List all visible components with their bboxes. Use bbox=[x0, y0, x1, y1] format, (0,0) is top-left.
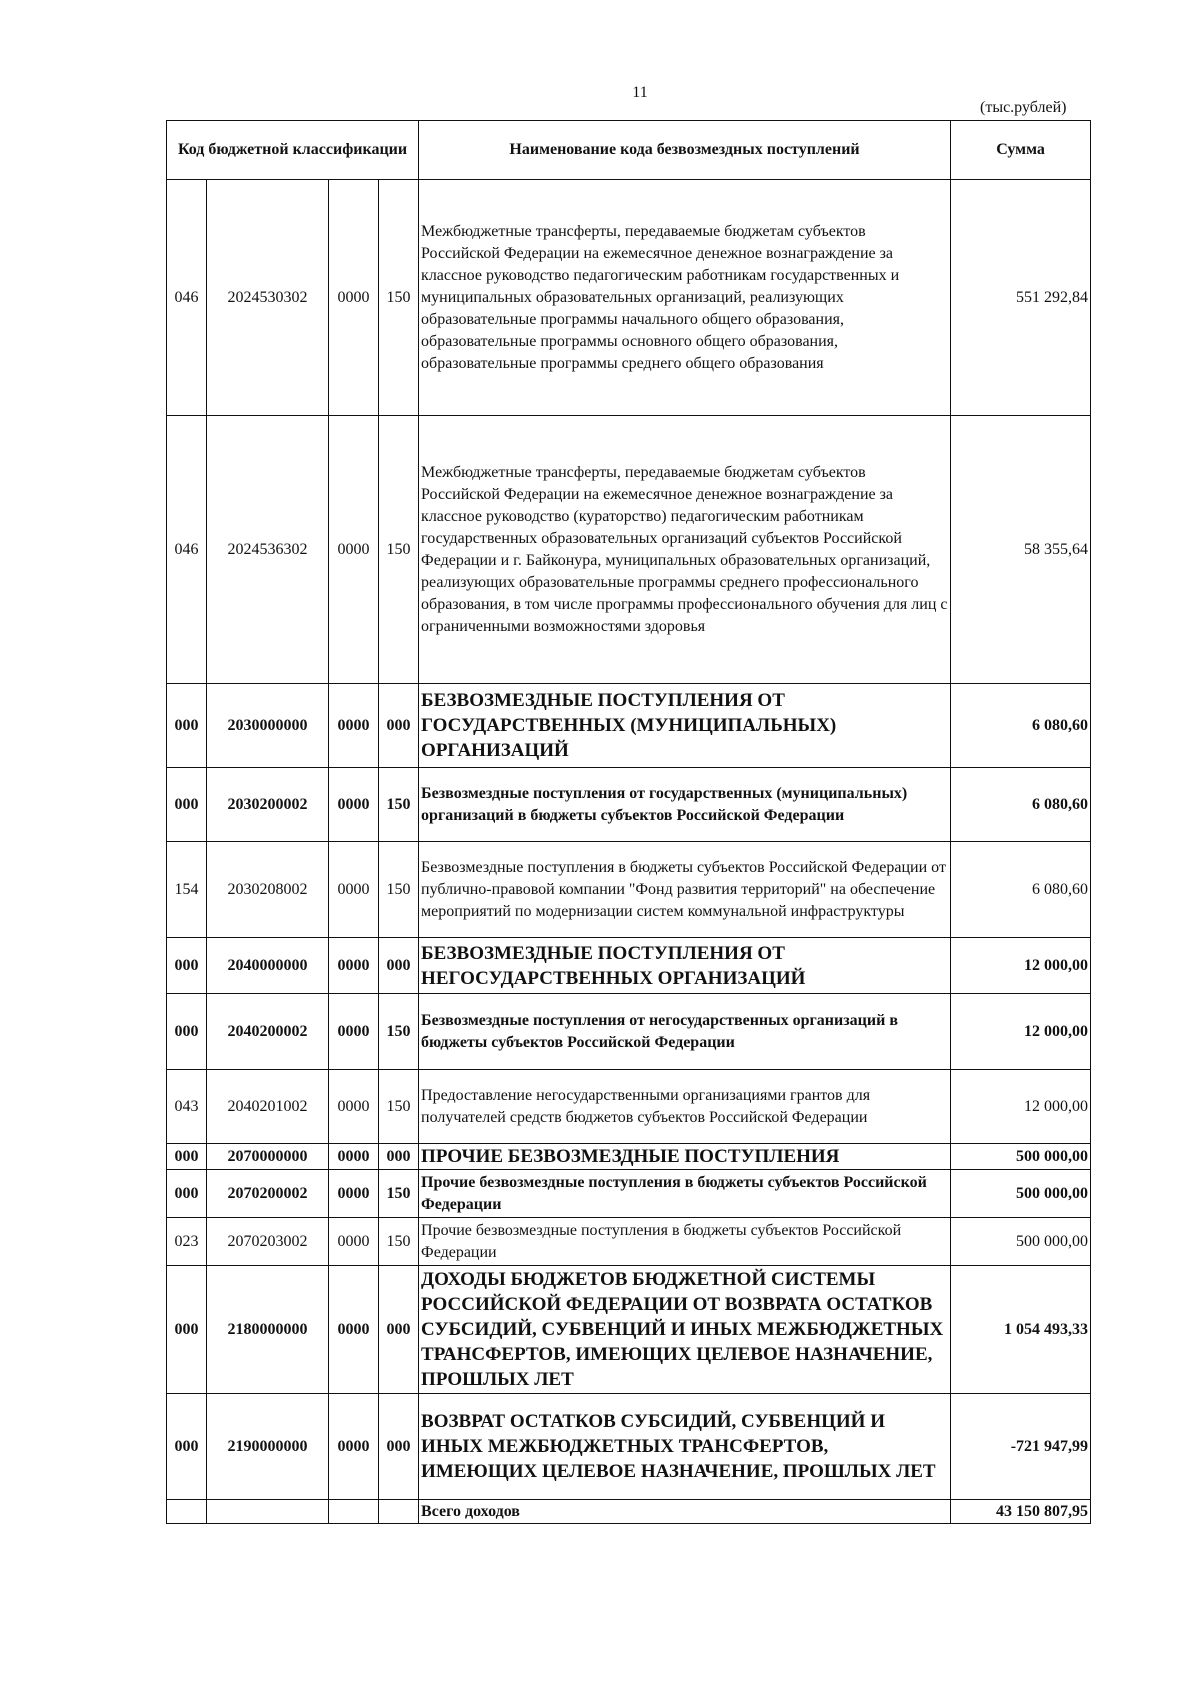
program-code: 0000 bbox=[329, 1144, 379, 1170]
table-row bbox=[167, 994, 1091, 1070]
row-sum: 551 292,84 bbox=[951, 180, 1091, 416]
income-code: 2040000000 bbox=[207, 938, 329, 994]
income-code: 2070000000 bbox=[207, 1144, 329, 1170]
income-code: 2040200002 bbox=[207, 994, 329, 1070]
row-name: Безвозмездные поступления в бюджеты субъектов Российской Федерации от публично-правовой компании "Фонд развития территорий" на обеспечение мероприятий по модернизации систем коммунальной инфраструктуры bbox=[419, 842, 951, 938]
total-row bbox=[167, 1500, 1091, 1524]
row-name: Межбюджетные трансферты, передаваемые бюджетам субъектов Российской Федерации на ежемесячное денежное вознаграждение за классное руководство (кураторство) педагогическим работникам государственных образовательных организаций субъектов Российской Федерации и г. Байконура, муниципальных образовательных организаций, реализующих образовательные программы среднего профессионального образования, в том числе программы профессионального обучения для лиц с ограниченными возможностями здоровья bbox=[419, 416, 951, 684]
row-sum: 500 000,00 bbox=[951, 1170, 1091, 1218]
table-row bbox=[167, 1144, 1091, 1170]
table-row bbox=[167, 1218, 1091, 1266]
admin-code: 000 bbox=[167, 938, 207, 994]
econ-code: 150 bbox=[379, 994, 419, 1070]
program-code: 0000 bbox=[329, 180, 379, 416]
program-code: 0000 bbox=[329, 1218, 379, 1266]
row-name: Прочие безвозмездные поступления в бюджеты субъектов Российской Федерации bbox=[419, 1218, 951, 1266]
revenue-table bbox=[166, 120, 1091, 1524]
program-code: 0000 bbox=[329, 416, 379, 684]
total-sum: 43 150 807,95 bbox=[951, 1500, 1091, 1524]
row-sum: 6 080,60 bbox=[951, 768, 1091, 842]
econ-code: 150 bbox=[379, 1218, 419, 1266]
row-sum: 12 000,00 bbox=[951, 1070, 1091, 1144]
admin-code: 000 bbox=[167, 684, 207, 768]
row-name: Безвозмездные поступления от негосударственных организаций в бюджеты субъектов Российской Федерации bbox=[419, 994, 951, 1070]
income-code: 2030200002 bbox=[207, 768, 329, 842]
program-code: 0000 bbox=[329, 1394, 379, 1500]
econ-code: 150 bbox=[379, 768, 419, 842]
table-row bbox=[167, 1394, 1091, 1500]
admin-code: 000 bbox=[167, 1266, 207, 1394]
admin-code: 046 bbox=[167, 416, 207, 684]
row-sum: -721 947,99 bbox=[951, 1394, 1091, 1500]
admin-code: 154 bbox=[167, 842, 207, 938]
income-code: 2070200002 bbox=[207, 1170, 329, 1218]
program-code: 0000 bbox=[329, 1170, 379, 1218]
admin-code: 000 bbox=[167, 994, 207, 1070]
row-sum: 12 000,00 bbox=[951, 994, 1091, 1070]
row-sum: 500 000,00 bbox=[951, 1218, 1091, 1266]
row-sum: 12 000,00 bbox=[951, 938, 1091, 994]
table-row bbox=[167, 768, 1091, 842]
table-row bbox=[167, 1070, 1091, 1144]
row-name: ДОХОДЫ БЮДЖЕТОВ БЮДЖЕТНОЙ СИСТЕМЫ РОССИЙСКОЙ ФЕДЕРАЦИИ ОТ ВОЗВРАТА ОСТАТКОВ СУБСИДИЙ, СУБВЕНЦИЙ И ИНЫХ МЕЖБЮДЖЕТНЫХ ТРАНСФЕРТОВ, ИМЕЮЩИХ ЦЕЛЕВОЕ НАЗНАЧЕНИЕ, ПРОШЛЫХ ЛЕТ bbox=[419, 1266, 951, 1394]
table-row bbox=[167, 180, 1091, 416]
income-code: 2030208002 bbox=[207, 842, 329, 938]
econ-code: 000 bbox=[379, 1394, 419, 1500]
empty-cell bbox=[207, 1500, 329, 1524]
admin-code: 043 bbox=[167, 1070, 207, 1144]
income-code: 2030000000 bbox=[207, 684, 329, 768]
program-code: 0000 bbox=[329, 938, 379, 994]
admin-code: 000 bbox=[167, 1394, 207, 1500]
row-sum: 58 355,64 bbox=[951, 416, 1091, 684]
program-code: 0000 bbox=[329, 684, 379, 768]
table-row bbox=[167, 1170, 1091, 1218]
table-row bbox=[167, 684, 1091, 768]
admin-code: 046 bbox=[167, 180, 207, 416]
row-sum: 6 080,60 bbox=[951, 684, 1091, 768]
row-name: Предоставление негосударственными организациями грантов для получателей средств бюджетов субъектов Российской Федерации bbox=[419, 1070, 951, 1144]
program-code: 0000 bbox=[329, 842, 379, 938]
row-sum: 1 054 493,33 bbox=[951, 1266, 1091, 1394]
income-code: 2024536302 bbox=[207, 416, 329, 684]
econ-code: 150 bbox=[379, 1070, 419, 1144]
row-name: Межбюджетные трансферты, передаваемые бюджетам субъектов Российской Федерации на ежемесячное денежное вознаграждение за классное руководство педагогическим работникам государственных и муниципальных образовательных организаций, реализующих образовательные программы начального общего образования, образовательные программы основного общего образования, образовательные программы среднего общего образования bbox=[419, 180, 951, 416]
row-sum: 500 000,00 bbox=[951, 1144, 1091, 1170]
program-code: 0000 bbox=[329, 994, 379, 1070]
admin-code: 023 bbox=[167, 1218, 207, 1266]
income-code: 2040201002 bbox=[207, 1070, 329, 1144]
row-name: ВОЗВРАТ ОСТАТКОВ СУБСИДИЙ, СУБВЕНЦИЙ И ИНЫХ МЕЖБЮДЖЕТНЫХ ТРАНСФЕРТОВ, ИМЕЮЩИХ ЦЕЛЕВОЕ НАЗНАЧЕНИЕ, ПРОШЛЫХ ЛЕТ bbox=[419, 1394, 951, 1500]
row-sum: 6 080,60 bbox=[951, 842, 1091, 938]
row-name: ПРОЧИЕ БЕЗВОЗМЕЗДНЫЕ ПОСТУПЛЕНИЯ bbox=[419, 1144, 951, 1170]
econ-code: 150 bbox=[379, 842, 419, 938]
econ-code: 000 bbox=[379, 684, 419, 768]
row-name: БЕЗВОЗМЕЗДНЫЕ ПОСТУПЛЕНИЯ ОТ НЕГОСУДАРСТВЕННЫХ ОРГАНИЗАЦИЙ bbox=[419, 938, 951, 994]
header-name: Наименование кода безвозмездных поступлений bbox=[419, 121, 951, 180]
table-header bbox=[167, 121, 1091, 180]
econ-code: 000 bbox=[379, 1144, 419, 1170]
admin-code: 000 bbox=[167, 768, 207, 842]
admin-code: 000 bbox=[167, 1144, 207, 1170]
units-label: (тыс.рублей) bbox=[980, 99, 1067, 116]
row-name: Прочие безвозмездные поступления в бюджеты субъектов Российской Федерации bbox=[419, 1170, 951, 1218]
empty-cell bbox=[379, 1500, 419, 1524]
program-code: 0000 bbox=[329, 1070, 379, 1144]
econ-code: 000 bbox=[379, 1266, 419, 1394]
program-code: 0000 bbox=[329, 768, 379, 842]
empty-cell bbox=[329, 1500, 379, 1524]
page-number: 11 bbox=[632, 84, 648, 101]
income-code: 2024530302 bbox=[207, 180, 329, 416]
table-row bbox=[167, 416, 1091, 684]
row-name: БЕЗВОЗМЕЗДНЫЕ ПОСТУПЛЕНИЯ ОТ ГОСУДАРСТВЕННЫХ (МУНИЦИПАЛЬНЫХ) ОРГАНИЗАЦИЙ bbox=[419, 684, 951, 768]
econ-code: 150 bbox=[379, 1170, 419, 1218]
table-row bbox=[167, 1266, 1091, 1394]
econ-code: 150 bbox=[379, 416, 419, 684]
table-row bbox=[167, 938, 1091, 994]
total-label: Всего доходов bbox=[419, 1500, 951, 1524]
header-code: Код бюджетной классификации bbox=[167, 121, 419, 180]
income-code: 2190000000 bbox=[207, 1394, 329, 1500]
row-name: Безвозмездные поступления от государственных (муниципальных) организаций в бюджеты субъектов Российской Федерации bbox=[419, 768, 951, 842]
econ-code: 000 bbox=[379, 938, 419, 994]
income-code: 2070203002 bbox=[207, 1218, 329, 1266]
admin-code: 000 bbox=[167, 1170, 207, 1218]
header-sum: Сумма bbox=[951, 121, 1091, 180]
program-code: 0000 bbox=[329, 1266, 379, 1394]
econ-code: 150 bbox=[379, 180, 419, 416]
income-code: 2180000000 bbox=[207, 1266, 329, 1394]
empty-cell bbox=[167, 1500, 207, 1524]
table-row bbox=[167, 842, 1091, 938]
